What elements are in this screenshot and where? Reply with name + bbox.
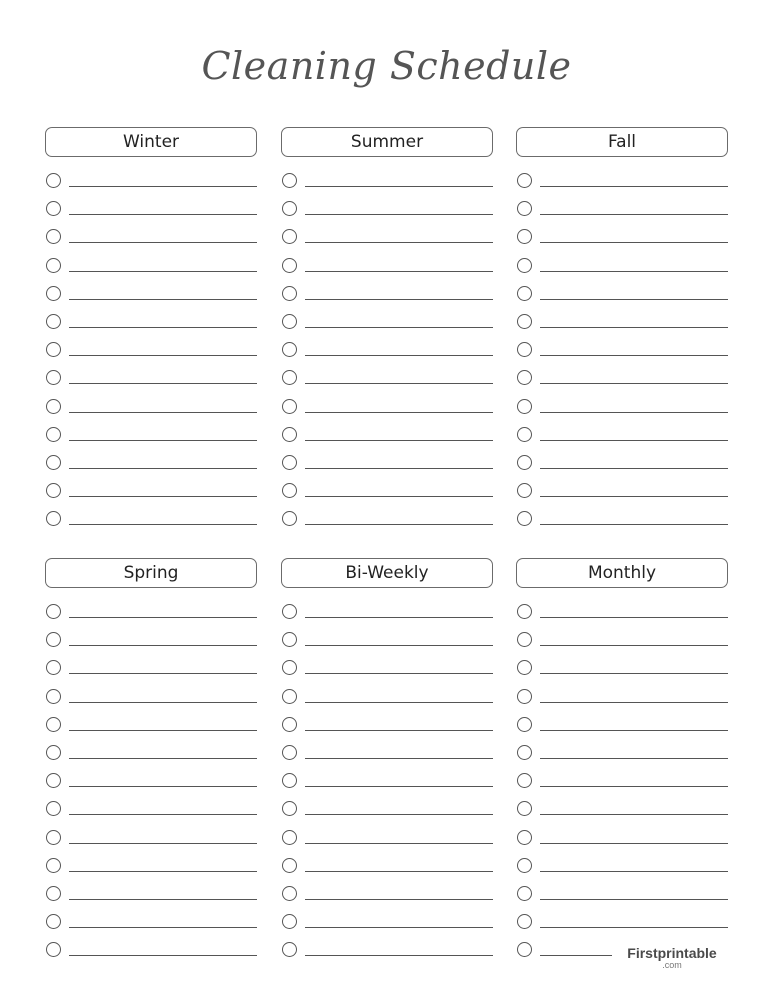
writing-line xyxy=(540,645,728,646)
checkbox-circle-icon[interactable] xyxy=(282,745,297,760)
checkbox-circle-icon[interactable] xyxy=(282,689,297,704)
checklist-item xyxy=(45,683,257,711)
writing-line xyxy=(540,617,728,618)
writing-line xyxy=(69,786,257,787)
checkbox-circle-icon[interactable] xyxy=(46,399,61,414)
checklist-item xyxy=(45,449,257,477)
checkbox-circle-icon[interactable] xyxy=(517,886,532,901)
checklist-item xyxy=(516,449,728,477)
checklist-item xyxy=(516,252,728,280)
writing-line xyxy=(540,843,728,844)
checklist-item xyxy=(516,336,728,364)
checklist-item xyxy=(281,280,493,308)
checklist-item xyxy=(281,795,493,823)
checklist-item xyxy=(516,167,728,195)
writing-line xyxy=(305,440,493,441)
checkbox-circle-icon[interactable] xyxy=(517,483,532,498)
writing-line xyxy=(540,468,728,469)
checkbox-circle-icon[interactable] xyxy=(517,801,532,816)
checkbox-circle-icon[interactable] xyxy=(46,342,61,357)
checklist-item xyxy=(516,852,728,880)
writing-line xyxy=(540,871,728,872)
checklist-item xyxy=(516,223,728,251)
checklist-item xyxy=(45,280,257,308)
checklist-item xyxy=(516,421,728,449)
checkbox-circle-icon[interactable] xyxy=(282,399,297,414)
checklist-item xyxy=(516,824,728,852)
checklist-item xyxy=(516,654,728,682)
checklist-item xyxy=(45,421,257,449)
checklist-item xyxy=(281,308,493,336)
checklist-item xyxy=(45,336,257,364)
checklist-item xyxy=(281,598,493,626)
writing-line xyxy=(305,617,493,618)
checklist-item xyxy=(516,795,728,823)
checkbox-circle-icon[interactable] xyxy=(282,258,297,273)
writing-line xyxy=(69,355,257,356)
writing-line xyxy=(540,214,728,215)
checklist-item xyxy=(45,795,257,823)
checklist-item xyxy=(281,421,493,449)
writing-line xyxy=(69,496,257,497)
writing-line xyxy=(69,440,257,441)
writing-line xyxy=(540,412,728,413)
checkbox-circle-icon[interactable] xyxy=(517,314,532,329)
writing-line xyxy=(69,702,257,703)
checklist-item xyxy=(45,598,257,626)
section-header: Bi-Weekly xyxy=(281,558,493,588)
checkbox-circle-icon[interactable] xyxy=(517,427,532,442)
checkbox-circle-icon[interactable] xyxy=(282,632,297,647)
checklist-item xyxy=(45,711,257,739)
checklist xyxy=(281,167,493,533)
checklist-item xyxy=(516,505,728,533)
checklist-item xyxy=(45,852,257,880)
checklist-item xyxy=(281,364,493,392)
writing-line xyxy=(305,214,493,215)
checkbox-circle-icon[interactable] xyxy=(517,858,532,873)
writing-line xyxy=(69,955,257,956)
section-header: Summer xyxy=(281,127,493,157)
writing-line xyxy=(305,927,493,928)
section-fall xyxy=(516,127,728,533)
checklist-item xyxy=(45,654,257,682)
writing-line xyxy=(69,468,257,469)
writing-line xyxy=(540,242,728,243)
writing-line xyxy=(540,814,728,815)
writing-line xyxy=(305,786,493,787)
writing-line xyxy=(69,871,257,872)
checkbox-circle-icon[interactable] xyxy=(517,370,532,385)
writing-line xyxy=(305,327,493,328)
writing-line xyxy=(69,730,257,731)
checkbox-circle-icon[interactable] xyxy=(517,258,532,273)
checklist xyxy=(516,598,728,964)
checklist-item xyxy=(516,711,728,739)
checkbox-circle-icon[interactable] xyxy=(46,717,61,732)
writing-line xyxy=(305,383,493,384)
checklist-item xyxy=(516,880,728,908)
brand-name: Firstprintable xyxy=(627,945,717,961)
checkbox-circle-icon[interactable] xyxy=(517,342,532,357)
checkbox-circle-icon[interactable] xyxy=(46,229,61,244)
writing-line xyxy=(540,524,728,525)
checkbox-circle-icon[interactable] xyxy=(282,427,297,442)
checklist-item xyxy=(281,683,493,711)
section-spring xyxy=(45,558,257,964)
checklist-item xyxy=(45,880,257,908)
checkbox-circle-icon[interactable] xyxy=(282,229,297,244)
checkbox-circle-icon[interactable] xyxy=(282,914,297,929)
checklist-item xyxy=(45,195,257,223)
checkbox-circle-icon[interactable] xyxy=(282,858,297,873)
writing-line xyxy=(540,673,728,674)
checklist-item xyxy=(281,393,493,421)
page-title: Cleaning Schedule xyxy=(201,44,572,88)
checkbox-circle-icon[interactable] xyxy=(282,483,297,498)
checkbox-circle-icon[interactable] xyxy=(46,801,61,816)
section-header: Spring xyxy=(45,558,257,588)
checkbox-circle-icon[interactable] xyxy=(517,399,532,414)
writing-line xyxy=(305,673,493,674)
checkbox-circle-icon[interactable] xyxy=(46,914,61,929)
checkbox-circle-icon[interactable] xyxy=(517,455,532,470)
checklist-item xyxy=(45,308,257,336)
writing-line xyxy=(305,355,493,356)
checklist-item xyxy=(281,167,493,195)
writing-line xyxy=(540,186,728,187)
checklist-item xyxy=(516,739,728,767)
checkbox-circle-icon[interactable] xyxy=(282,773,297,788)
checklist-item xyxy=(281,449,493,477)
writing-line xyxy=(305,468,493,469)
checkbox-circle-icon[interactable] xyxy=(46,689,61,704)
writing-line xyxy=(69,242,257,243)
writing-line xyxy=(305,299,493,300)
checkbox-circle-icon[interactable] xyxy=(46,427,61,442)
checklist-item xyxy=(516,280,728,308)
writing-line xyxy=(69,617,257,618)
checklist-item xyxy=(281,252,493,280)
section-header: Winter xyxy=(45,127,257,157)
checklist-item xyxy=(516,598,728,626)
checkbox-circle-icon[interactable] xyxy=(46,830,61,845)
checkbox-circle-icon[interactable] xyxy=(46,604,61,619)
checkbox-circle-icon[interactable] xyxy=(282,201,297,216)
writing-line xyxy=(540,758,728,759)
writing-line xyxy=(69,186,257,187)
writing-line xyxy=(69,673,257,674)
checklist-item xyxy=(281,654,493,682)
checkbox-circle-icon[interactable] xyxy=(517,942,532,957)
section-winter xyxy=(45,127,257,533)
checklist-item xyxy=(281,824,493,852)
writing-line xyxy=(69,299,257,300)
checkbox-circle-icon[interactable] xyxy=(517,173,532,188)
checkbox-circle-icon[interactable] xyxy=(282,342,297,357)
writing-line xyxy=(305,186,493,187)
writing-line xyxy=(540,383,728,384)
checklist-item xyxy=(281,739,493,767)
checkbox-circle-icon[interactable] xyxy=(282,830,297,845)
checklist xyxy=(45,598,257,964)
checklist-item xyxy=(516,308,728,336)
writing-line xyxy=(69,814,257,815)
writing-line xyxy=(540,786,728,787)
checklist-item xyxy=(45,223,257,251)
checklist-item xyxy=(45,252,257,280)
section-header: Monthly xyxy=(516,558,728,588)
checkbox-circle-icon[interactable] xyxy=(46,201,61,216)
checkbox-circle-icon[interactable] xyxy=(282,886,297,901)
checklist-item xyxy=(516,393,728,421)
writing-line xyxy=(69,758,257,759)
checkbox-circle-icon[interactable] xyxy=(46,370,61,385)
checklist-item xyxy=(281,711,493,739)
checklist-item xyxy=(516,477,728,505)
checklist-item xyxy=(45,767,257,795)
checkbox-circle-icon[interactable] xyxy=(282,314,297,329)
checklist-item xyxy=(45,936,257,964)
writing-line xyxy=(540,299,728,300)
brand-watermark xyxy=(612,946,732,970)
writing-line xyxy=(305,730,493,731)
checklist-item xyxy=(281,223,493,251)
writing-line xyxy=(305,645,493,646)
section-bi-weekly xyxy=(281,558,493,964)
checklist-item xyxy=(281,195,493,223)
checklist-item xyxy=(45,824,257,852)
checkbox-circle-icon[interactable] xyxy=(517,632,532,647)
checkbox-circle-icon[interactable] xyxy=(282,717,297,732)
checkbox-circle-icon[interactable] xyxy=(517,773,532,788)
checklist-item xyxy=(281,767,493,795)
checkbox-circle-icon[interactable] xyxy=(282,604,297,619)
writing-line xyxy=(540,702,728,703)
checklist-item xyxy=(516,364,728,392)
checklist-item xyxy=(281,336,493,364)
writing-line xyxy=(305,242,493,243)
checkbox-circle-icon[interactable] xyxy=(517,201,532,216)
writing-line xyxy=(305,412,493,413)
writing-line xyxy=(305,871,493,872)
checklist xyxy=(516,167,728,533)
checkbox-circle-icon[interactable] xyxy=(46,286,61,301)
checklist-item xyxy=(516,195,728,223)
writing-line xyxy=(540,496,728,497)
checkbox-circle-icon[interactable] xyxy=(46,511,61,526)
writing-line xyxy=(305,843,493,844)
checkbox-circle-icon[interactable] xyxy=(517,286,532,301)
writing-line xyxy=(540,271,728,272)
checklist-item xyxy=(281,908,493,936)
writing-line xyxy=(69,843,257,844)
writing-line xyxy=(69,412,257,413)
writing-line xyxy=(305,955,493,956)
checklist-item xyxy=(516,626,728,654)
writing-line xyxy=(305,814,493,815)
writing-line xyxy=(305,702,493,703)
writing-line xyxy=(305,496,493,497)
checkbox-circle-icon[interactable] xyxy=(282,801,297,816)
checkbox-circle-icon[interactable] xyxy=(282,511,297,526)
checkbox-circle-icon[interactable] xyxy=(517,511,532,526)
checkbox-circle-icon[interactable] xyxy=(46,773,61,788)
checkbox-circle-icon[interactable] xyxy=(46,858,61,873)
writing-line xyxy=(305,524,493,525)
checklist xyxy=(281,598,493,964)
checklist-item xyxy=(45,393,257,421)
section-monthly xyxy=(516,558,728,964)
checklist xyxy=(45,167,257,533)
checkbox-circle-icon[interactable] xyxy=(46,173,61,188)
checkbox-circle-icon[interactable] xyxy=(46,660,61,675)
checkbox-circle-icon[interactable] xyxy=(282,173,297,188)
checkbox-circle-icon[interactable] xyxy=(282,286,297,301)
writing-line xyxy=(69,645,257,646)
writing-line xyxy=(69,327,257,328)
section-header: Fall xyxy=(516,127,728,157)
checklist-item xyxy=(516,767,728,795)
writing-line xyxy=(69,524,257,525)
checklist-item xyxy=(281,880,493,908)
checkbox-circle-icon[interactable] xyxy=(517,745,532,760)
writing-line xyxy=(540,327,728,328)
checkbox-circle-icon[interactable] xyxy=(46,886,61,901)
writing-line xyxy=(540,355,728,356)
writing-line xyxy=(305,758,493,759)
checklist-item xyxy=(516,683,728,711)
section-summer xyxy=(281,127,493,533)
checkbox-circle-icon[interactable] xyxy=(517,914,532,929)
checkbox-circle-icon[interactable] xyxy=(46,483,61,498)
writing-line xyxy=(69,927,257,928)
checkbox-circle-icon[interactable] xyxy=(46,942,61,957)
checklist-item xyxy=(281,852,493,880)
checklist-item xyxy=(45,908,257,936)
checklist-item xyxy=(281,505,493,533)
checklist-item xyxy=(281,477,493,505)
checklist-item xyxy=(45,477,257,505)
writing-line xyxy=(69,383,257,384)
writing-line xyxy=(540,440,728,441)
checklist-item xyxy=(516,908,728,936)
writing-line xyxy=(305,271,493,272)
checkbox-circle-icon[interactable] xyxy=(46,632,61,647)
checklist-item xyxy=(45,364,257,392)
checklist-item xyxy=(45,505,257,533)
checklist-item xyxy=(281,626,493,654)
checklist-item xyxy=(45,167,257,195)
checkbox-circle-icon[interactable] xyxy=(46,258,61,273)
checkbox-circle-icon[interactable] xyxy=(517,717,532,732)
writing-line xyxy=(69,214,257,215)
checkbox-circle-icon[interactable] xyxy=(517,604,532,619)
checkbox-circle-icon[interactable] xyxy=(517,689,532,704)
checkbox-circle-icon[interactable] xyxy=(517,830,532,845)
checklist-item xyxy=(45,626,257,654)
checkbox-circle-icon[interactable] xyxy=(46,745,61,760)
writing-line xyxy=(540,927,728,928)
checkbox-circle-icon[interactable] xyxy=(46,314,61,329)
writing-line xyxy=(540,730,728,731)
writing-line xyxy=(540,899,728,900)
brand-suffix: .com xyxy=(662,960,682,970)
checkbox-circle-icon[interactable] xyxy=(282,942,297,957)
writing-line xyxy=(69,899,257,900)
checkbox-circle-icon[interactable] xyxy=(46,455,61,470)
checkbox-circle-icon[interactable] xyxy=(517,660,532,675)
writing-line xyxy=(69,271,257,272)
writing-line xyxy=(305,899,493,900)
checkbox-circle-icon[interactable] xyxy=(282,370,297,385)
checklist-item xyxy=(281,936,493,964)
checkbox-circle-icon[interactable] xyxy=(517,229,532,244)
checklist-item xyxy=(45,739,257,767)
checkbox-circle-icon[interactable] xyxy=(282,660,297,675)
checkbox-circle-icon[interactable] xyxy=(282,455,297,470)
